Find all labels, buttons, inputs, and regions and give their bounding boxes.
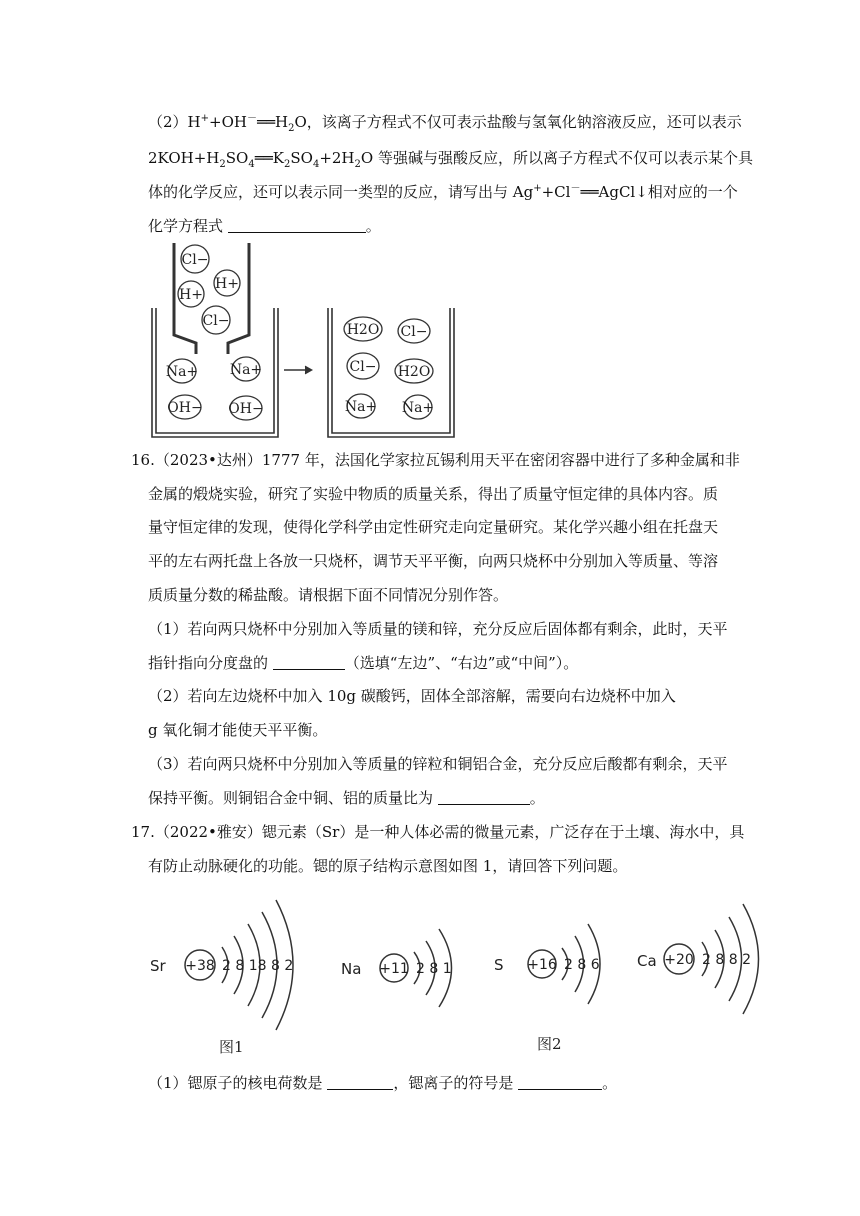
figure-caption: 图1 [219, 1038, 244, 1056]
sup: － [570, 183, 581, 194]
sub: 2 [219, 159, 226, 170]
text: 指针指向分度盘的 [148, 654, 269, 672]
q16-part1-line2 [148, 653, 578, 673]
shell-electrons: 2 8 6 [564, 957, 600, 973]
q17-part1 [148, 1073, 617, 1093]
text: （选填“左边”、“右边”或“中间”）。 [344, 654, 579, 672]
text: ，锶离子的符号是 [393, 1074, 514, 1092]
ion-label: Na+ [165, 364, 199, 380]
text: ══K [254, 149, 284, 167]
nucleus-label: +38 [185, 958, 215, 974]
text: 。 [602, 1074, 618, 1092]
ion-label: Na+ [344, 399, 378, 415]
text: +2H [319, 149, 355, 167]
q16-part3-line2 [148, 788, 545, 808]
text: O，该离子方程式不仅可表示盐酸与氢氧化钠溶液反应，还可以表示 [294, 113, 742, 131]
text: ══H [256, 113, 289, 131]
sub: 2 [283, 159, 291, 170]
text: SO [225, 149, 249, 167]
q16-line4: 平的左右两托盘上各放一只烧杯，调节天平平衡，向两只烧杯中分别加入等质量、等溶 [148, 552, 719, 570]
sub: 4 [248, 159, 255, 170]
shell-electrons: 2 8 8 2 [702, 952, 751, 968]
shell-electrons: 2 8 18 8 2 [222, 958, 294, 974]
sub: 2 [288, 123, 295, 134]
ion-label: H+ [179, 287, 203, 303]
ion-label: OH− [167, 400, 203, 416]
question-number: 17. [131, 823, 155, 841]
q17-line2: 有防止动脉硬化的功能。锶的原子结构示意图如图 1，请回答下列问题。 [148, 857, 628, 875]
text: （2）H [148, 113, 201, 131]
sup: － [246, 113, 257, 124]
text: 。 [365, 217, 381, 235]
q16-part1-line1: （1）若向两只烧杯中分别加入等质量的镁和锌，充分反应后固体都有剩余，此时，天平 [148, 620, 728, 638]
atom-symbol: Ca [637, 952, 657, 970]
atom-symbol: Na [341, 960, 362, 978]
q16-line2: 金属的煅烧实验，研究了实验中物质的质量关系，得出了质量守恒定律的具体内容。质 [148, 485, 719, 503]
nucleus-label: +11 [379, 961, 409, 977]
figure-caption: 图2 [537, 1035, 562, 1053]
answer-blank[interactable] [438, 789, 530, 805]
q16-part3-line1: （3）若向两只烧杯中分别加入等质量的锌粒和铜铝合金，充分反应后酸都有剩余，天平 [148, 755, 728, 773]
text: 化学方程式 [148, 217, 224, 235]
question-number: 16. [131, 451, 155, 469]
ion-label: OH− [228, 401, 264, 417]
sup: + [533, 183, 542, 194]
atom-symbol: S [494, 956, 504, 974]
text: O 等强碱与强酸反应，所以离子方程式不仅可以表示某个具 [360, 149, 753, 167]
text: +Cl [541, 183, 571, 201]
sub: 4 [312, 159, 320, 170]
text: 体的化学反应，还可以表示同一类型的反应，请写出与 Ag [148, 183, 534, 201]
text: 。 [529, 789, 545, 807]
ion-label: Cl− [181, 252, 209, 268]
ion-label: Cl− [400, 324, 428, 340]
sub: 2 [354, 159, 361, 170]
text: SO [290, 149, 313, 167]
q16-part2-line1: （2）若向左边烧杯中加入 10g 碳酸钙，固体全部溶解，需要向右边烧杯中加入 [148, 687, 676, 705]
ion-label: H+ [215, 276, 239, 292]
atom-symbol: Sr [150, 957, 166, 975]
answer-blank[interactable] [518, 1074, 602, 1090]
ion-label: H2O [346, 322, 380, 338]
nucleus-label: +20 [664, 952, 694, 968]
q17-line1 [131, 822, 744, 842]
q16-part2-line2: g 氧化铜才能使天平平衡。 [148, 721, 328, 739]
q16-line3: 量守恒定律的发现，使得化学科学由定性研究走向定量研究。某化学兴趣小组在托盘天 [148, 518, 719, 536]
answer-blank[interactable] [327, 1074, 393, 1090]
sup: + [200, 113, 210, 124]
q16-line1 [131, 450, 740, 470]
text: （2022•雅安）锶元素（Sr）是一种人体必需的微量元素，广泛存在于土壤、海水中，具 [154, 823, 745, 841]
text: （2023•达州）1777 年，法国化学家拉瓦锡利用天平在密闭容器中进行了多种金属和非 [154, 451, 740, 469]
nucleus-label: +16 [527, 957, 557, 973]
ion-label: Cl− [349, 359, 377, 375]
text: 保持平衡。则铜铝合金中铜、铝的质量比为 [148, 789, 434, 807]
answer-blank[interactable] [273, 654, 345, 670]
ion-label: Na+ [229, 362, 263, 378]
q16-line5: 质质量分数的稀盐酸。请根据下面不同情况分别作答。 [148, 586, 509, 604]
ion-label: Na+ [401, 400, 435, 416]
shell-electrons: 2 8 1 [416, 961, 452, 977]
ion-label: Cl− [202, 313, 230, 329]
text: 2KOH+H [148, 149, 220, 167]
text: ══AgCl↓相对应的一个 [580, 183, 738, 201]
text: （1）锶原子的核电荷数是 [148, 1074, 323, 1092]
ion-label: H2O [397, 364, 431, 380]
text: +OH [209, 113, 247, 131]
